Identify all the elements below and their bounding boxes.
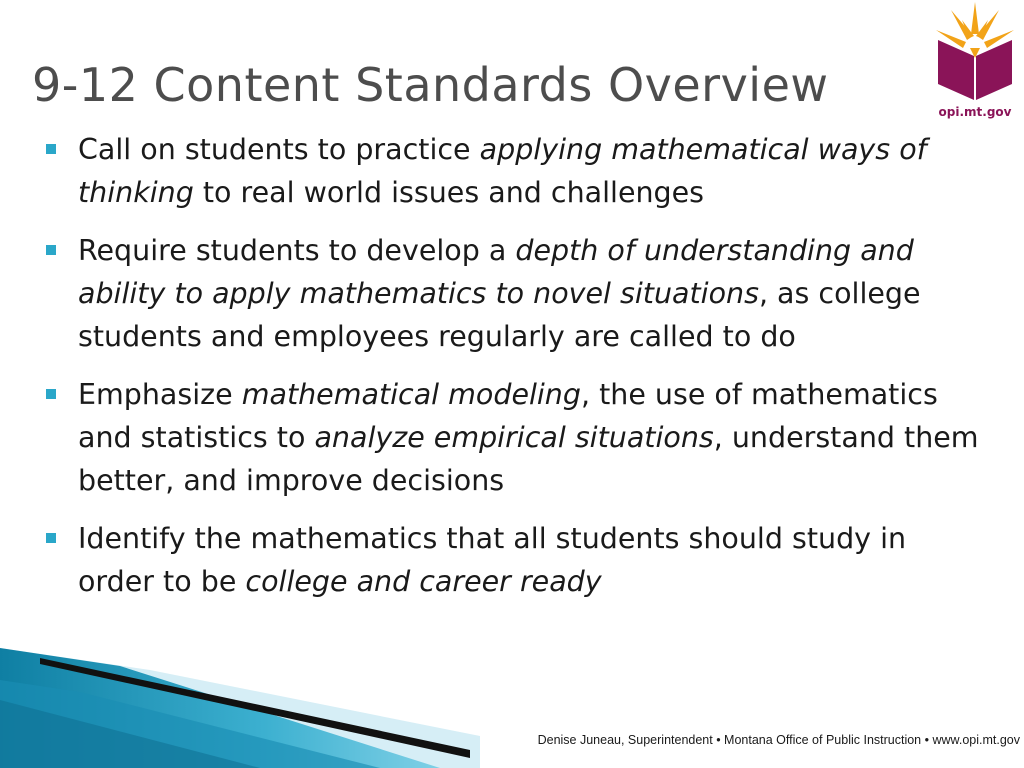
bullet-list <box>44 128 989 618</box>
bullet-text: Identify the mathematics that all students should study in order to be <box>78 522 907 598</box>
opi-book-sunburst-icon <box>926 0 1024 105</box>
bullet-text: , the use of mathematics and statistics to <box>78 378 938 454</box>
bullet-item <box>44 128 989 214</box>
bullet-item <box>44 373 989 502</box>
slide-footer: Denise Juneau, Superintendent • Montana Office of Public Instruction • www.opi.mt.gov <box>537 733 1020 747</box>
bullet-emphasis-text: mathematical modeling <box>241 378 581 411</box>
slide-title: 9-12 Content Standards Overview <box>32 58 829 112</box>
bullet-square-icon <box>46 144 56 154</box>
bullet-text: to real world issues and challenges <box>193 176 705 209</box>
bullet-emphasis-text: depth of understanding and ability to apply mathematics to novel situations <box>78 234 914 310</box>
bullet-emphasis-text: college and career ready <box>245 565 602 598</box>
bullet-text: , understand them better, and improve decisions <box>78 421 979 497</box>
bullet-square-icon <box>46 533 56 543</box>
logo-url-text: opi.mt.gov <box>938 105 1012 119</box>
bullet-square-icon <box>46 245 56 255</box>
opi-logo <box>926 0 1024 130</box>
bullet-text: Require students to develop a <box>78 234 516 267</box>
decorative-corner-swoosh <box>0 640 480 768</box>
bullet-text: Call on students to practice <box>78 133 480 166</box>
bullet-square-icon <box>46 389 56 399</box>
bullet-item <box>44 517 989 603</box>
bullet-text: , as college students and employees regularly are called to do <box>78 277 921 353</box>
bullet-emphasis-text: applying mathematical ways of thinking <box>78 133 927 209</box>
bullet-item <box>44 229 989 358</box>
bullet-emphasis-text: analyze empirical situations <box>314 421 714 454</box>
bullet-text: Emphasize <box>78 378 242 411</box>
